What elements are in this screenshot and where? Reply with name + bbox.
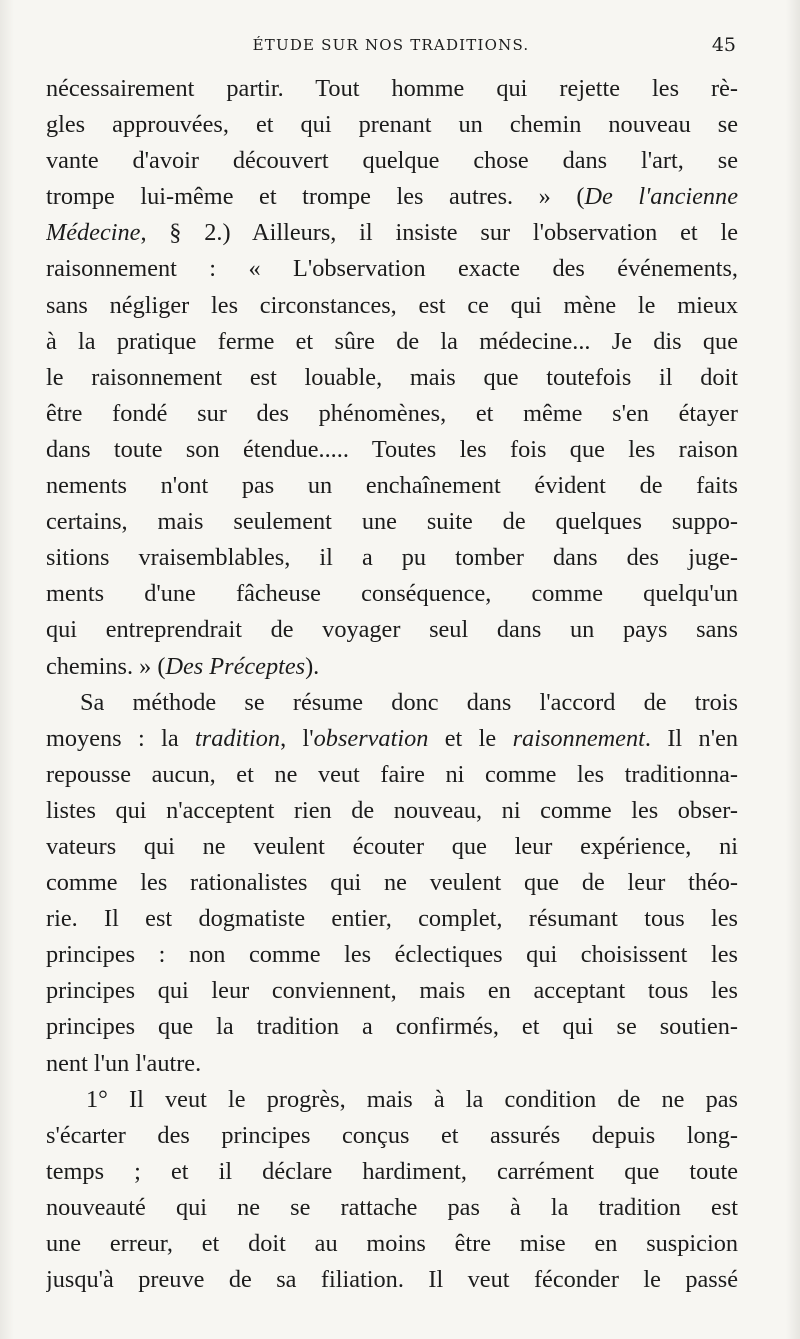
text-line: nouveauté qui ne se rattache pas à la tradition est — [46, 1193, 738, 1221]
text-line: comme les rationalistes qui ne veulent que de leur théo- — [46, 869, 738, 897]
text-line: nements n'ont pas un enchaînement évident de faits — [46, 472, 738, 500]
text-line: trompe lui-même et trompe les autres. » (De l'ancienne — [46, 183, 738, 211]
italic-term: observation — [313, 724, 429, 752]
text-line: sans négliger les circonstances, est ce qui mène le mieux — [46, 291, 738, 319]
text-line: raisonnement : « L'observation exacte des événements, — [46, 255, 738, 283]
text-line: être fondé sur des phénomènes, et même s'en étayer — [46, 399, 738, 427]
text-line: chemins. » (Des Préceptes). — [46, 652, 320, 680]
text-line: nécessairement partir. Tout homme qui rejette les rè- — [46, 75, 738, 102]
italic-citation: Des Préceptes — [165, 652, 306, 680]
text-line: sitions vraisemblables, il a pu tomber dans des juge- — [46, 544, 738, 572]
text-line: le raisonnement est louable, mais que toutefois il doit — [46, 363, 738, 391]
text-line: rie. Il est dogmatiste entier, complet, résumant tous les — [46, 905, 738, 933]
running-title: ÉTUDE SUR NOS TRADITIONS. — [252, 36, 530, 54]
text-line: principes qui leur conviennent, mais en acceptant tous les — [46, 977, 738, 1005]
text-line: certains, mais seulement une suite de quelques suppo- — [46, 508, 738, 536]
text-line: une erreur, et doit au moins être mise en suspicion — [46, 1230, 738, 1257]
text-line: ments d'une fâcheuse conséquence, comme quelqu'un — [46, 580, 738, 608]
text-line: Médecine, § 2.) Ailleurs, il insiste sur l'observation et le — [46, 219, 738, 247]
text-line: moyens : la tradition, l'observation et le raisonnement. Il n'en — [46, 724, 738, 752]
text-line: s'écarter des principes conçus et assurés depuis long- — [46, 1121, 738, 1149]
text-line: qui entreprendrait de voyager seul dans un pays sans — [46, 616, 738, 644]
body-text — [46, 71, 738, 1298]
text-line: vante d'avoir découvert quelque chose dans l'art, se — [46, 147, 738, 175]
text-line: principes : non comme les éclectiques qui choisissent les — [46, 941, 738, 969]
page-number: 45 — [711, 34, 736, 56]
text-line: nent l'un l'autre. — [46, 1049, 202, 1077]
text-line: listes qui n'acceptent rien de nouveau, ni comme les obser- — [46, 796, 738, 824]
text-line: à la pratique ferme et sûre de la médecine... Je dis que — [46, 327, 738, 355]
paragraph-start-line: Sa méthode se résume donc dans l'accord de trois — [80, 688, 738, 716]
text-line: principes que la tradition a confirmés, et qui se soutien- — [46, 1013, 738, 1041]
running-head — [46, 34, 736, 58]
italic-term: tradition — [195, 724, 281, 752]
text-line: dans toute son étendue..... Toutes les fois que les raison — [46, 435, 738, 463]
text-line: gles approuvées, et qui prenant un chemin nouveau se — [46, 111, 738, 139]
italic-term: raisonnement — [512, 724, 645, 752]
text-line: vateurs qui ne veulent écouter que leur expérience, ni — [46, 832, 738, 860]
text-line: jusqu'à preuve de sa filiation. Il veut féconder le passé — [46, 1266, 738, 1294]
text-line: temps ; et il déclare hardiment, carrément que toute — [46, 1157, 738, 1185]
italic-citation: Médecine — [46, 219, 141, 247]
paragraph-start-line: 1° Il veut le progrès, mais à la condition de ne pas — [86, 1085, 738, 1113]
italic-citation: De l'ancienne — [584, 183, 738, 211]
text-line: repousse aucun, et ne veut faire ni comme les traditionna- — [46, 760, 738, 788]
